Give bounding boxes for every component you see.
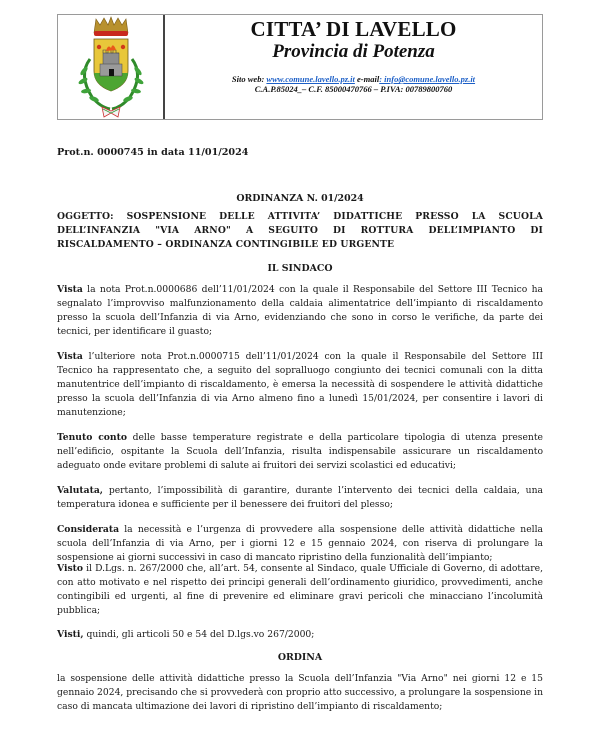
letterhead-text xyxy=(165,15,542,119)
order-heading: ORDINA xyxy=(277,652,323,663)
recital-paragraph xyxy=(57,283,543,339)
issuer-heading: IL SINDACO xyxy=(267,263,333,274)
recital-text: la nota Prot.n.0000686 dell’11/01/2024 con la quale il Responsabile del Settore III Tecnico ha segnalato l’improvviso malfunzionamento della caldaia alimentatrice dell’impianto di riscaldamento presso la scuola dell’Infanzia di via Arno, evidenziando che sono in corso le verifiche, da parte dei tecnici, per identificare il guasto; xyxy=(57,284,543,337)
recital-text: quindi, gli articoli 50 e 54 del D.lgs.vo 267/2000; xyxy=(83,629,315,640)
province-subtitle: Provincia di Potenza xyxy=(272,41,435,62)
recital-text: la necessità e l’urgenza di provvedere alla sospensione delle attività didattiche nella scuola dell’Infanzia di via Arno, per i giorni 12 e 15 gennaio 2024, con riserva di prolungare la sospensione ai giorni successivi in caso di mancato ripristino della funzionalità dell’impianto; xyxy=(57,524,543,563)
website-label: Sito web: xyxy=(231,74,267,84)
recital-paragraph xyxy=(57,431,543,473)
protocol-number: Prot.n. 0000745 in data 11/01/2024 xyxy=(57,147,249,158)
municipality-title: CITTA’ DI LAVELLO xyxy=(250,17,457,41)
recital-paragraph xyxy=(57,628,543,642)
recital-lead: Considerata xyxy=(57,524,120,535)
subject: OGGETTO: SOSPENSIONE DELLE ATTIVITA’ DIDATTICHE PRESSO LA SCUOLA DELL’INFANZIA "VIA ARNO" A SEGUITO DI ROTTURA DELL’IMPIANTO DI RISCALDAMENTO – ORDINANZA CONTINGIBILE ED URGENTE xyxy=(57,211,543,250)
contacts-line xyxy=(165,74,542,84)
crest-cell xyxy=(58,15,165,119)
letterhead xyxy=(57,14,543,120)
recital-text: pertanto, l’impossibilità di garantire, durante l’intervento dei tecnici della caldaia, una temperatura idonea e sufficiente per il benessere dei fruitori del plesso; xyxy=(57,485,543,510)
fiscal-line: C.A.P.85024_– C.F. 85000470766 – P.IVA: 00789800760 xyxy=(254,84,453,94)
recital-text: l’ulteriore nota Prot.n.0000715 dell’11/01/2024 con la quale il Responsabile del Settore III Tecnico ha rappresentato che, a seguito del sopralluogo congiunto dei tecnici comunali con la ditta manutentrice dell’impianto di riscaldamento, è emersa la necessità di sospendere le attività didattiche presso la scuola dell’Infanzia di via Arno almeno fino a lunedì 15/01/2024, per consentire i lavori di manutenzione; xyxy=(57,351,543,418)
website-link[interactable]: www.comune.lavello.pz.it xyxy=(266,74,355,84)
email-label: e-mail xyxy=(354,74,380,84)
recital-lead: Visto xyxy=(57,563,84,574)
recital-lead: Vista xyxy=(57,284,83,295)
recital-paragraph xyxy=(57,350,543,420)
recital-paragraph xyxy=(57,562,543,618)
recital-paragraph xyxy=(57,523,543,565)
ordinance-title: ORDINANZA N. 01/2024 xyxy=(236,193,364,204)
recital-text: il D.Lgs. n. 267/2000 che, all’art. 54, consente al Sindaco, quale Ufficiale di Governo, di adottare, con atto motivato e nel rispetto dei principi generali dell’ordinamento giuridico, provvedimenti, anche contingibili ed urgenti, al fine di prevenire ed eliminare gravi pericoli che minacciano l’incolumità pubblica; xyxy=(57,563,543,616)
recital-lead: Tenuto conto xyxy=(57,432,127,443)
recital-text: delle basse temperature registrate e della particolare tipologia di utenza presente nell’edificio, ospitante la Scuola dell’Infanzia, risulta indispensabile assicurare un riscaldamento adeguato onde evitare problemi di salute ai fruitori dei servizi scolastici ed educativi; xyxy=(57,432,543,471)
order-text: la sospensione delle attività didattiche presso la Scuola dell’Infanzia "Via Arno" nei giorni 12 e 15 gennaio 2024, precisando che si provvederà con proprio atto successivo, a prolungare la sospensione in caso di mancata ultimazione dei lavori di ripristino dell’impianto di riscaldamento; xyxy=(57,673,543,712)
recital-lead: Visti, xyxy=(57,629,84,640)
recital-paragraph xyxy=(57,484,543,512)
recital-lead: Valutata, xyxy=(57,485,103,496)
coat-of-arms-icon xyxy=(70,15,152,119)
recital-lead: Vista xyxy=(57,351,83,362)
email-link[interactable]: : info@comune.lavello.pz.it xyxy=(379,74,476,84)
